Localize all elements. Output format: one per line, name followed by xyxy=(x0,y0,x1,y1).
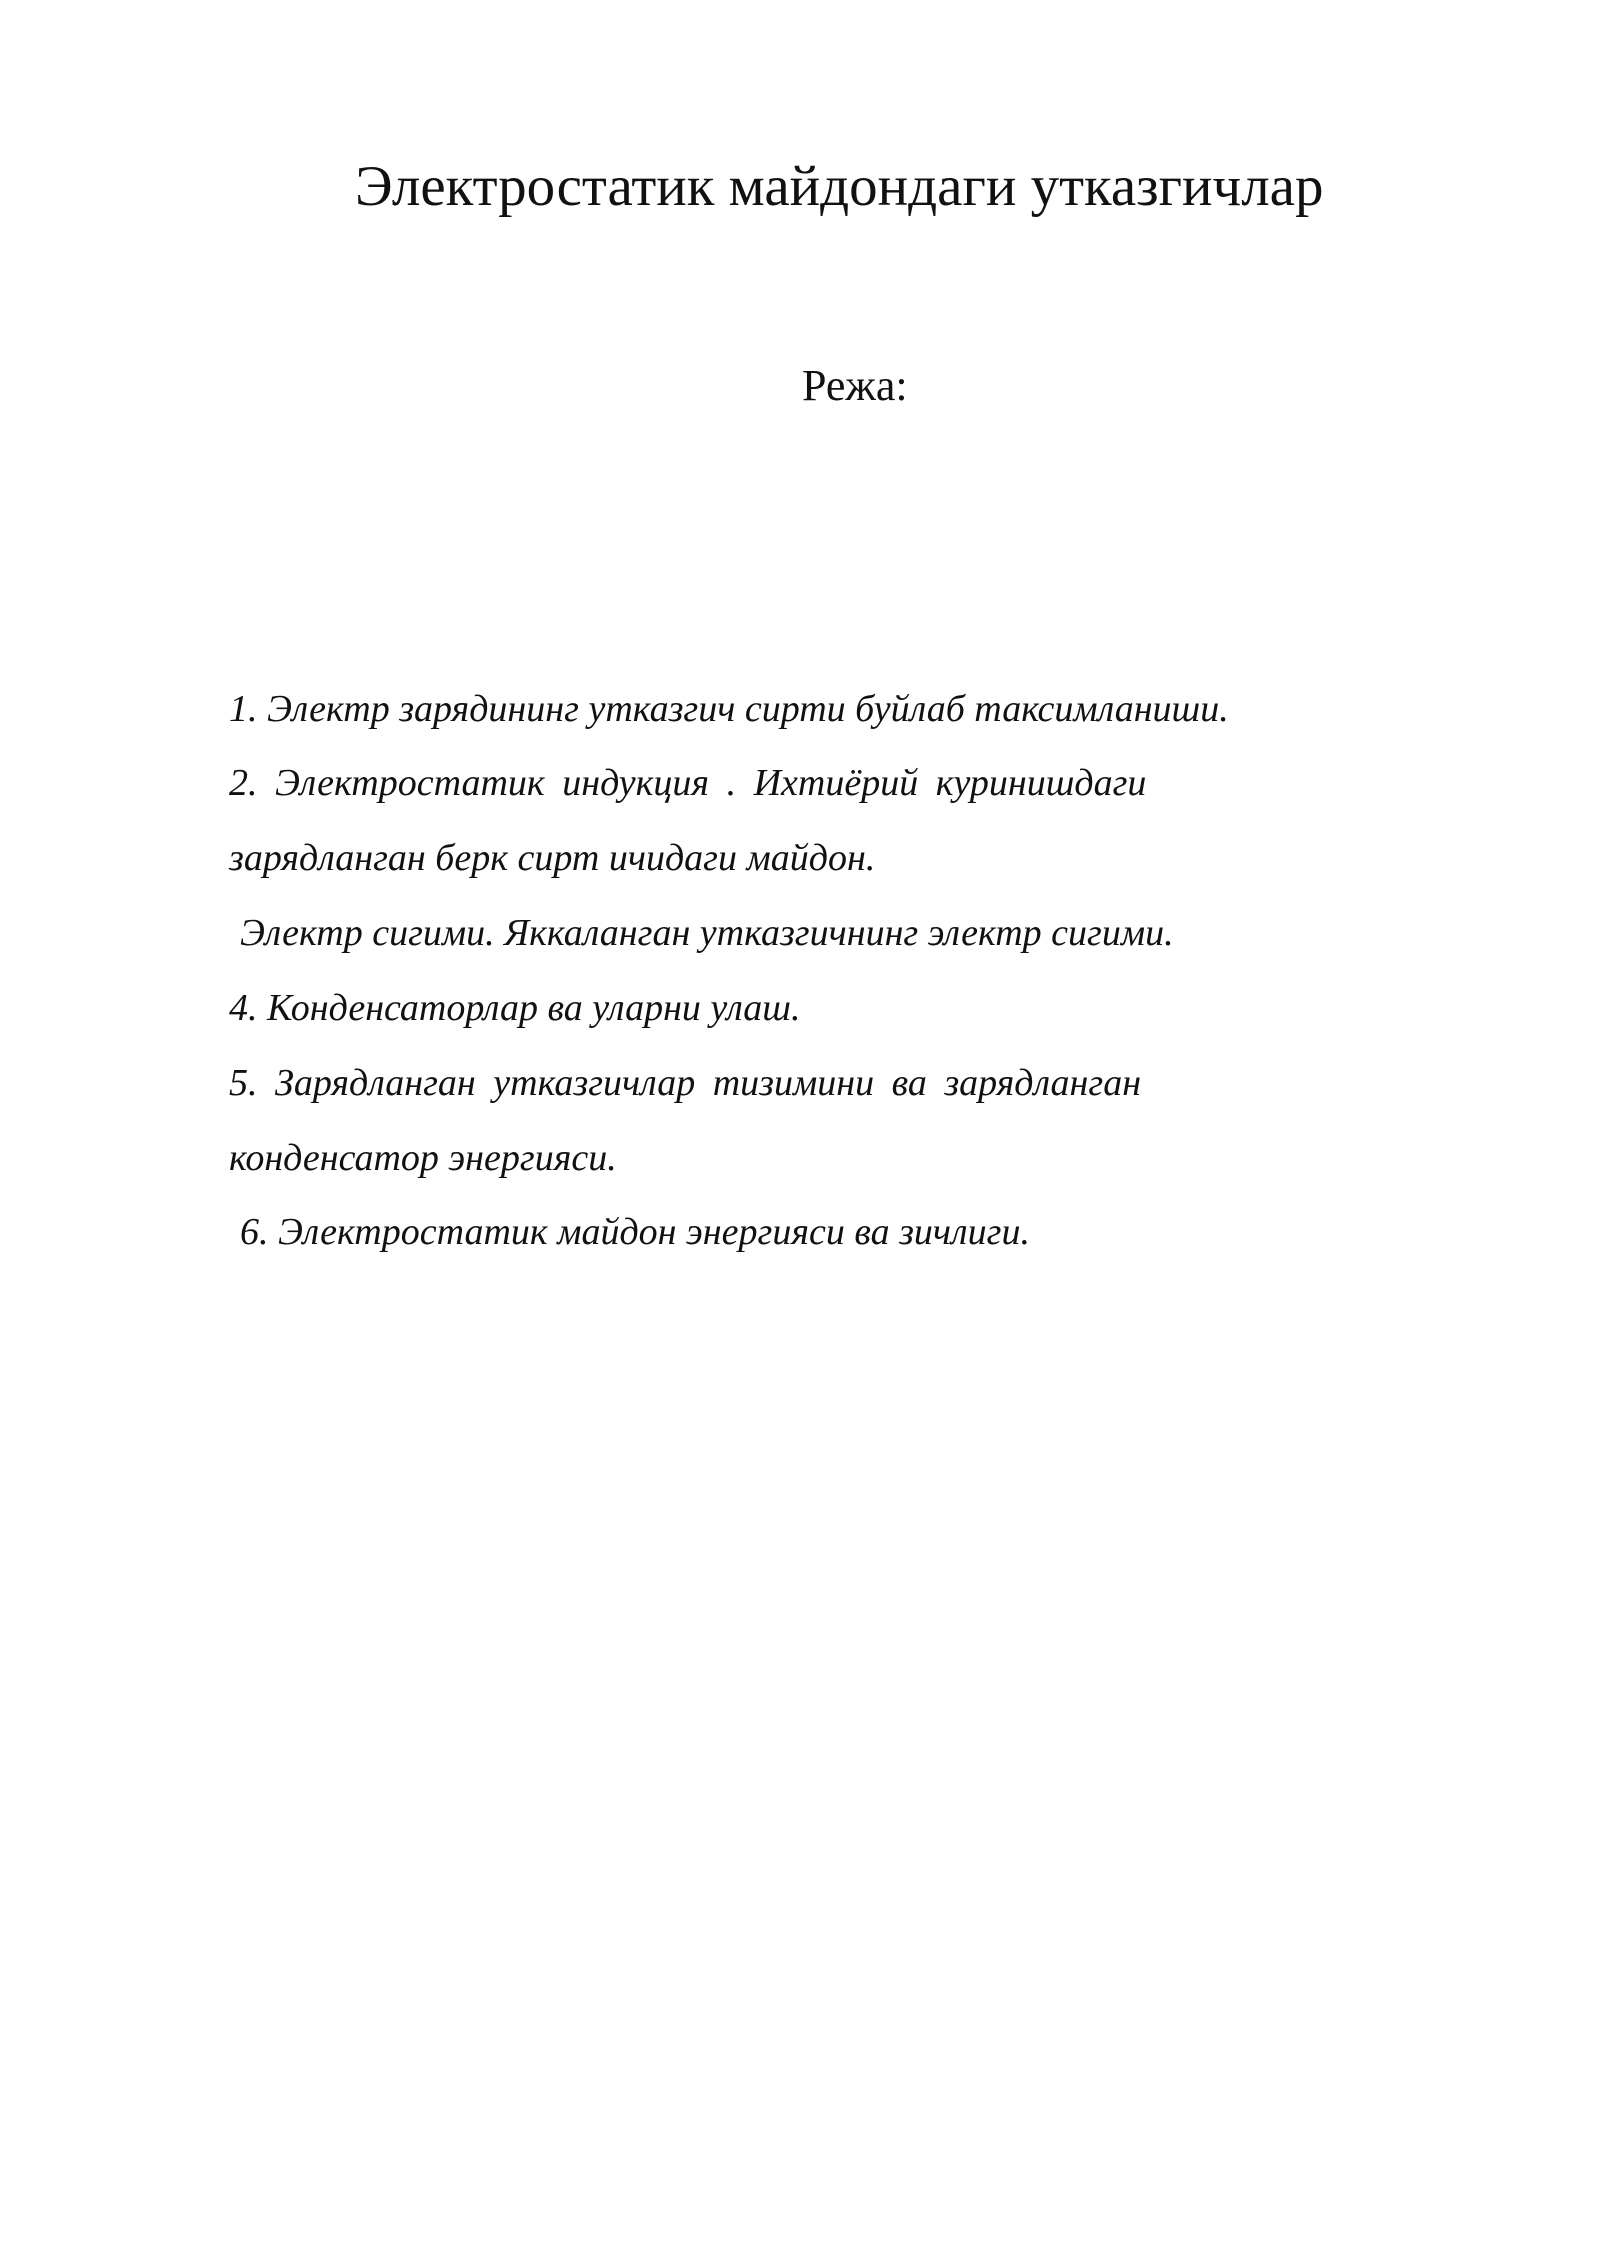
plan-item-4: 4. Конденсаторлар ва уларни улаш. xyxy=(229,987,801,1029)
plan-item-3: Электр сигими. Яккаланган утказгичнинг электр сигими. xyxy=(240,912,1174,954)
plan-item-1: 1. Электр зарядининг утказгич сирти буйлаб таксимланиши. xyxy=(229,688,1229,730)
document-title: Электростатик майдондаги утказгичлар xyxy=(355,155,1324,218)
plan-item-2-line-1: 2. Электростатик индукция . Ихтиёрий куринишдаги xyxy=(229,762,1147,804)
plan-item-6: 6. Электростатик майдон энергияси ва зичлиги. xyxy=(240,1211,1030,1253)
plan-item-5-line-2: конденсатор энергияси. xyxy=(229,1137,617,1179)
plan-item-5-line-1: 5. Зарядланган утказгичлар тизимини ва зарядланган xyxy=(229,1062,1142,1104)
plan-heading: Режа: xyxy=(802,361,908,410)
plan-item-2-line-2: зарядланган берк сирт ичидаги майдон. xyxy=(229,837,876,879)
